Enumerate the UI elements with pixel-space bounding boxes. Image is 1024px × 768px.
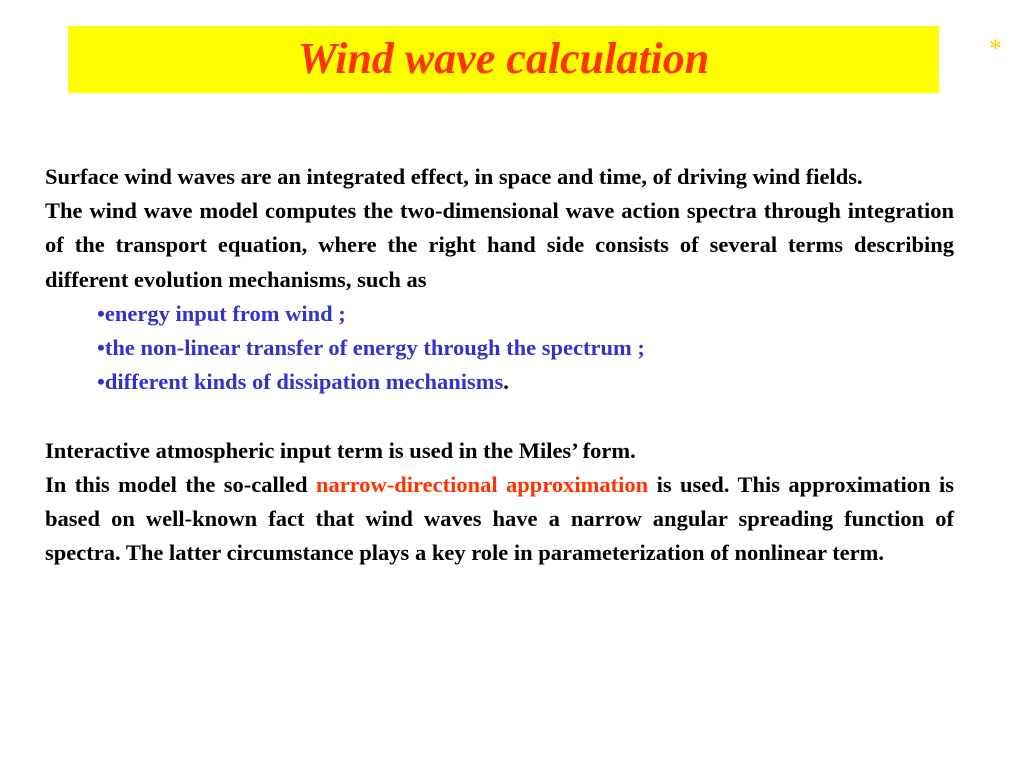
spacer [45, 399, 954, 433]
approximation-text-end: is used. This approximation is based on well-known fact that wind waves have a narrow angular spreading function of spectra. The latter circumstance plays a key role in parameterization of nonlinear term. [45, 471, 954, 566]
bullet-item [45, 297, 954, 331]
bullet-marker: • [97, 369, 105, 395]
paragraph-model: The wind wave model computes the two-dimensional wave action spectra through integration of the transport equation, where the right hand side consists of several terms describing different evolution mechanisms, such as [45, 198, 954, 292]
bullet-period: . [503, 369, 509, 395]
bullet-text: different kinds of dissipation mechanisms [104, 369, 504, 395]
bullet-marker: • [97, 300, 105, 326]
bullet-item [45, 365, 954, 399]
paragraph-miles: Interactive atmospheric input term is used in the Miles’ form. [45, 437, 636, 463]
slide-title: Wind wave calculation [297, 33, 710, 83]
approximation-text-start: In this model the so-called [45, 471, 316, 497]
bullet-text: the non-linear transfer of energy through the spectrum ; [104, 335, 645, 361]
slide-body [45, 160, 954, 570]
bullet-text: energy input from wind ; [104, 300, 346, 326]
paragraph-approximation [45, 468, 954, 571]
bullet-item [45, 331, 954, 365]
corner-mark: * [989, 34, 1002, 63]
paragraph-intro: Surface wind waves are an integrated effect, in space and time, of driving wind fields. [45, 164, 863, 189]
bullet-marker: • [97, 335, 105, 361]
slide-title-bar [68, 26, 939, 93]
approximation-highlight: narrow-directional approximation [315, 471, 649, 497]
